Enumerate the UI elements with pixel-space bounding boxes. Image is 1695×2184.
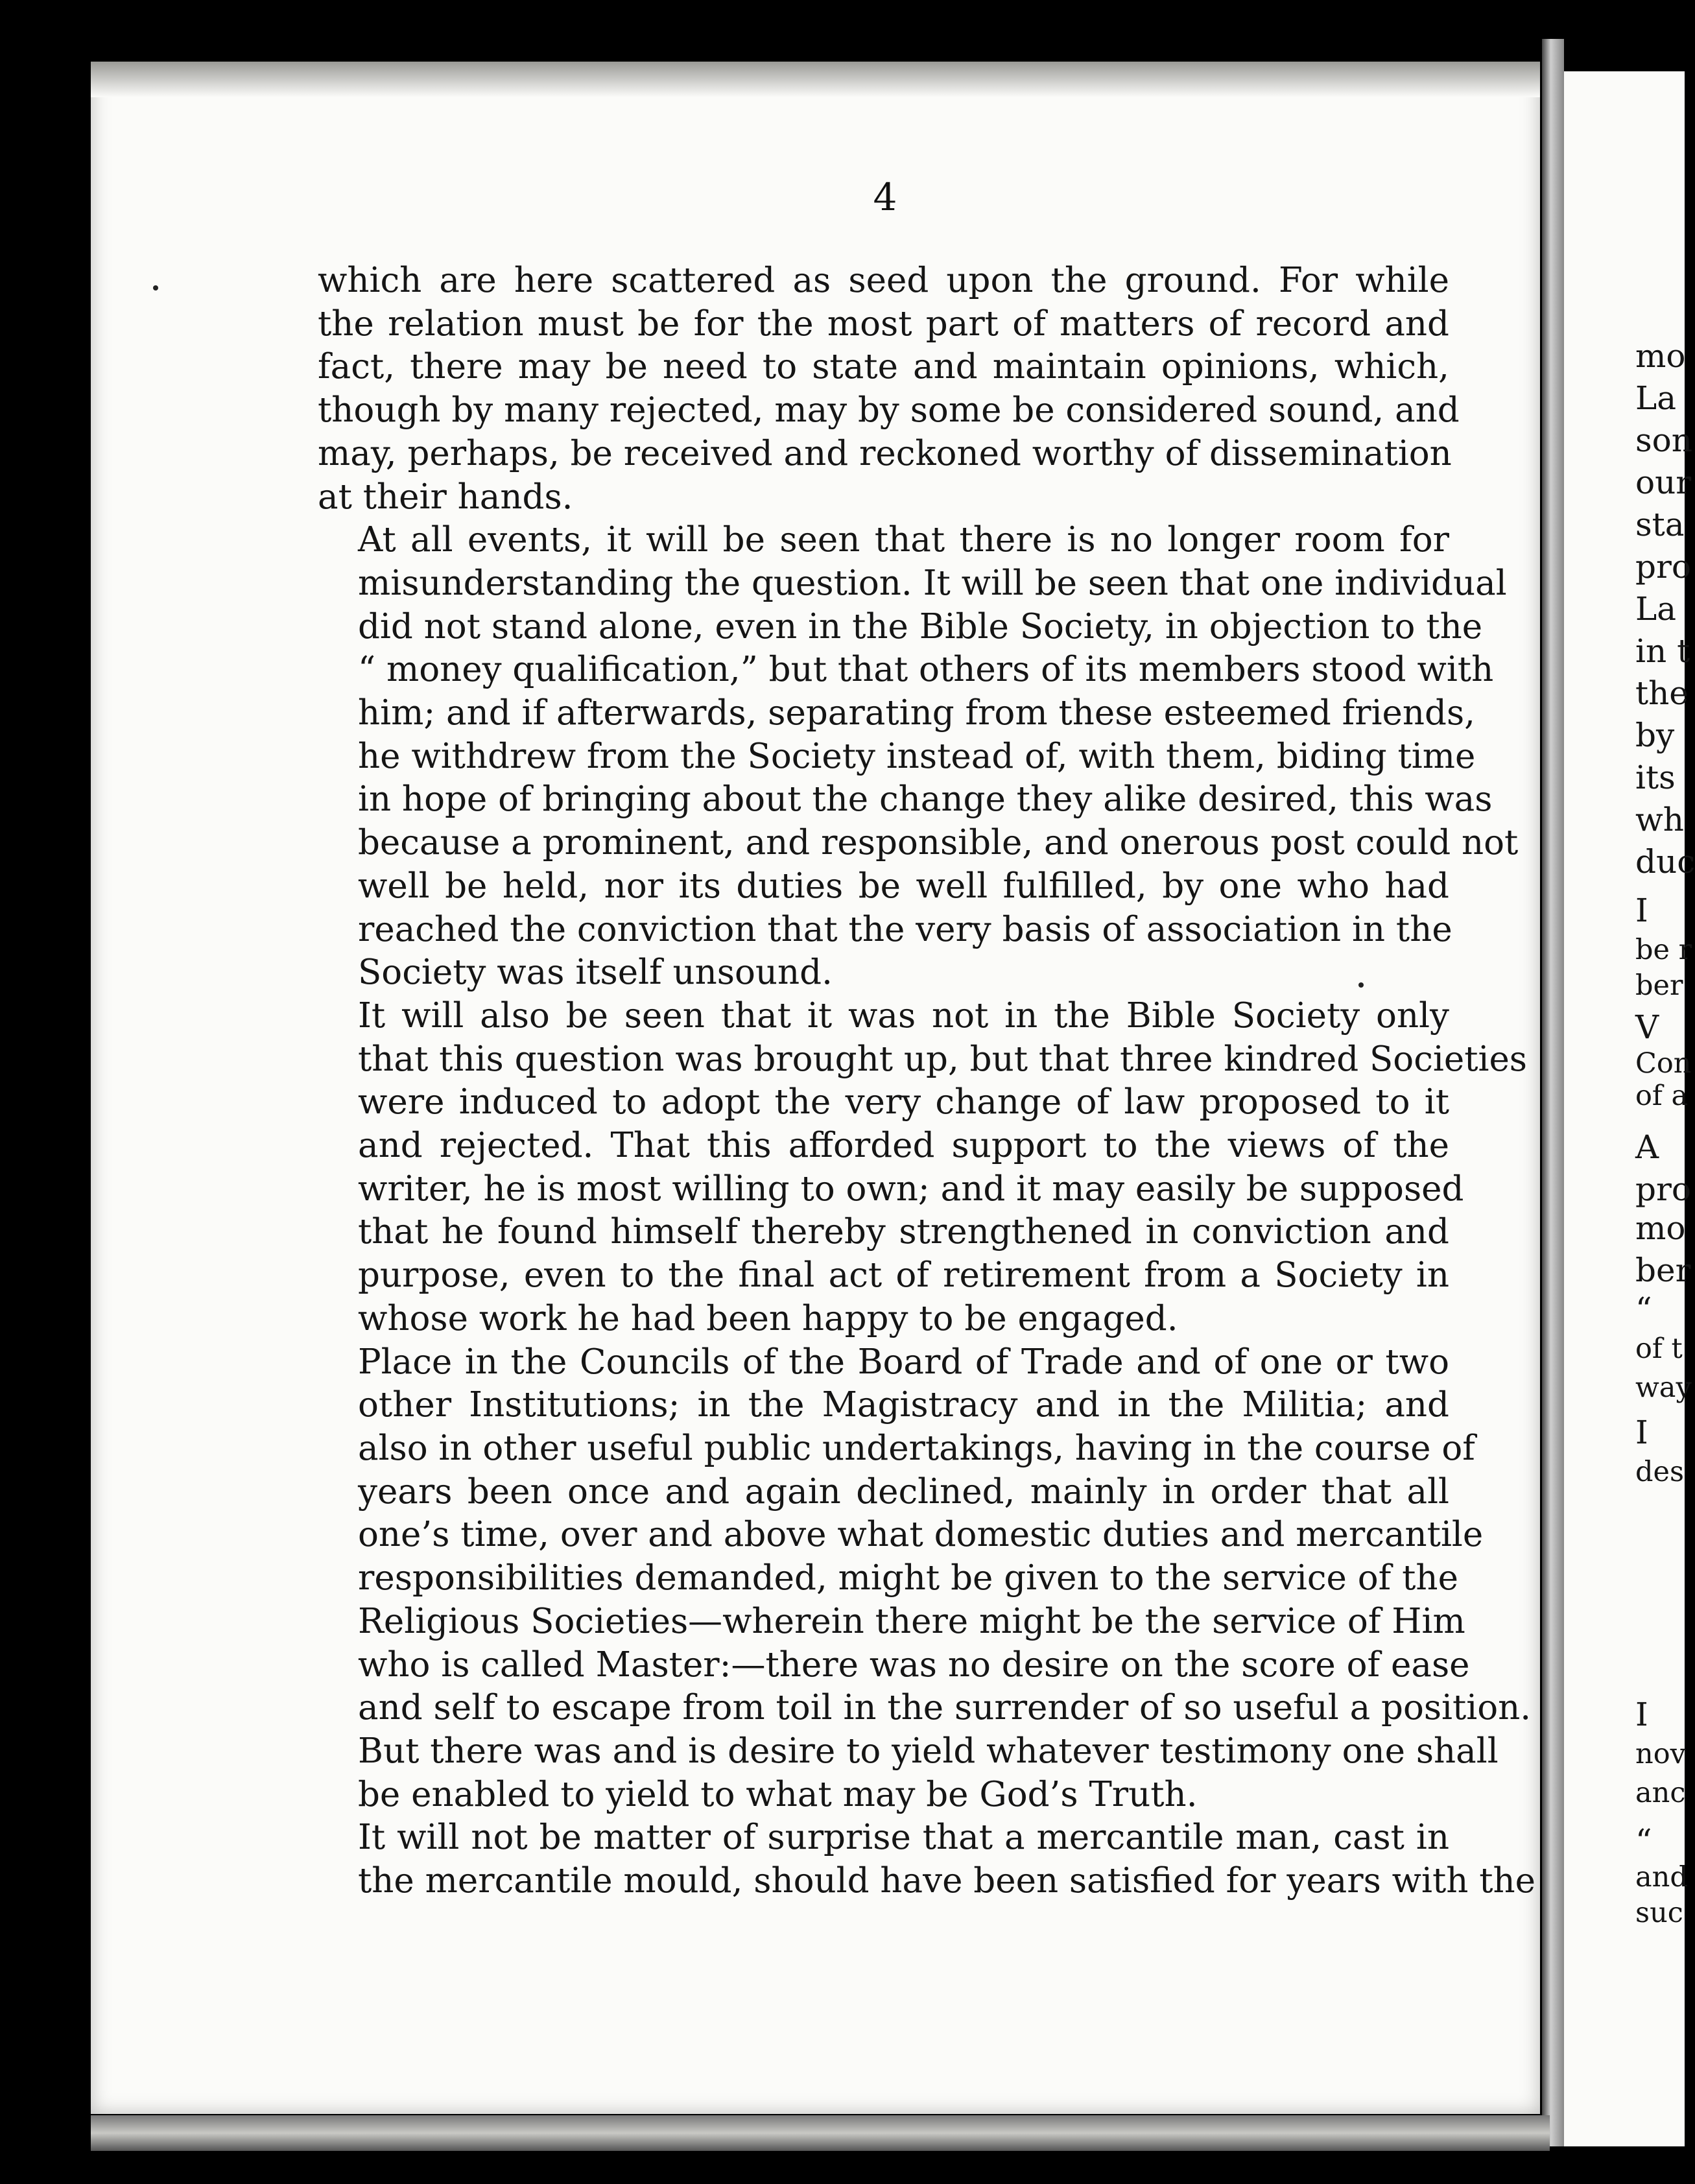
text-line: whose work he had been happy to be engaged. (358, 1298, 1178, 1338)
text-line: Religious Societies—wherein there might be the service of Him (358, 1601, 1465, 1641)
text-line: the relation must be for the most part of matters of record and (318, 303, 1449, 344)
text-line: he withdrew from the Society instead of, with them, biding time (358, 736, 1476, 776)
facing-page-fragment: by (1635, 717, 1675, 754)
facing-page-fragment: La (1635, 590, 1677, 628)
facing-page-fragment: sta (1635, 506, 1685, 543)
facing-page-fragment: I (1635, 1696, 1648, 1733)
text-line: were induced to adopt the very change of law proposed to it (358, 1082, 1449, 1122)
text-line: At all events, it will be seen that there is no longer room for (358, 520, 1449, 560)
paragraph (318, 259, 1460, 519)
page-top-shadow (91, 62, 1540, 97)
print-speck (153, 285, 158, 291)
text-line: Society was itself unsound. (358, 953, 833, 993)
facing-page-fragment: the (1635, 674, 1689, 712)
text-line: and self to escape from toil in the surrender of so useful a position. (358, 1688, 1532, 1728)
facing-page-fragment: our (1635, 464, 1692, 501)
facing-page-fragment: way (1635, 1371, 1692, 1404)
text-line: and rejected. That this afforded support to the views of the (358, 1126, 1449, 1166)
paragraph (318, 1341, 1532, 1817)
text-line: did not stand alone, even in the Bible Society, in objection to the (358, 606, 1483, 647)
facing-page-fragment: of t (1635, 1333, 1683, 1365)
facing-page-fragment: nov (1635, 1738, 1686, 1770)
facing-page-fragment: and (1635, 1861, 1688, 1893)
facing-page-fragment: I (1635, 892, 1648, 929)
text-line: years been once and again declined, mainly in order that all (358, 1471, 1449, 1512)
body-text (318, 259, 1536, 1903)
text-line: other Institutions; in the Magistracy and in the Militia; and (358, 1385, 1449, 1425)
facing-page-fragment: mo (1635, 337, 1686, 375)
facing-page-fragment: A (1635, 1128, 1659, 1166)
text-line: well be held, nor its duties be well fulfilled, by one who had (358, 866, 1449, 906)
text-line: the mercantile mould, should have been satisfied for years with the (358, 1861, 1536, 1901)
text-line: at their hands. (318, 477, 573, 517)
text-line: one’s time, over and above what domestic duties and mercantile (358, 1515, 1484, 1555)
facing-page-fragment: ber (1635, 969, 1683, 1002)
facing-page-fragment: duc (1635, 843, 1695, 881)
paragraph (318, 995, 1528, 1341)
facing-page-fragment: anc (1635, 1777, 1686, 1809)
facing-page-fragment: be r (1635, 934, 1692, 966)
text-line: be enabled to yield to what may be God’s Truth. (358, 1774, 1198, 1814)
text-line: also in other useful public undertakings, having in the course of (358, 1428, 1475, 1468)
facing-page-fragment: La (1635, 379, 1677, 417)
page-bottom-edge (91, 2115, 1550, 2151)
text-line: But there was and is desire to yield whatever testimony one shall (358, 1731, 1499, 1771)
page-number: 4 (873, 175, 897, 219)
text-line: him; and if afterwards, separating from these esteemed friends, (358, 693, 1476, 733)
text-line: which are here scattered as seed upon the ground. For while (318, 261, 1449, 300)
facing-page-fragment: “ (1635, 1290, 1652, 1328)
text-line: writer, he is most willing to own; and it may easily be supposed (358, 1169, 1464, 1209)
text-line: in hope of bringing about the change they alike desired, this was (358, 779, 1493, 820)
text-line: fact, there may be need to state and maintain opinions, which, (318, 347, 1449, 387)
text-line: that this question was brought up, but that three kindred Societies (358, 1039, 1528, 1079)
text-line: responsibilities demanded, might be given to the service of the (358, 1558, 1458, 1598)
text-line: purpose, even to the final act of retirement from a Society in (358, 1255, 1449, 1296)
facing-page-fragment: Con (1635, 1047, 1692, 1080)
facing-page-fragment: in t (1635, 632, 1690, 670)
facing-page-fragment: son (1635, 421, 1692, 459)
facing-page-fragment: I (1635, 1414, 1648, 1451)
text-line: though by many rejected, may by some be considered sound, and (318, 390, 1460, 431)
facing-page-fragment: ber (1635, 1252, 1691, 1289)
facing-page-fragment: wh (1635, 801, 1684, 838)
facing-page-fragment: “ (1635, 1822, 1652, 1860)
text-line: because a prominent, and responsible, and onerous post could not (358, 823, 1519, 863)
text-line: “ money qualification,” but that others of its members stood with (358, 650, 1494, 690)
text-line: It will not be matter of surprise that a mercantile man, cast in (358, 1818, 1449, 1858)
facing-page-fragment: V (1635, 1008, 1659, 1046)
facing-page-fragment: pro (1635, 1170, 1692, 1208)
facing-page-fragment: mo (1635, 1209, 1686, 1247)
text-line: may, perhaps, be received and reckoned worthy of dissemination (318, 433, 1452, 473)
facing-page-fragment: of a (1635, 1080, 1689, 1112)
facing-page-fragment: pro (1635, 548, 1692, 586)
book-spine (1542, 39, 1564, 2146)
paragraph (318, 1816, 1536, 1903)
print-speck (1358, 982, 1364, 988)
facing-page-fragment: its (1635, 759, 1676, 796)
text-line: It will also be seen that it was not in the Bible Society only (358, 995, 1449, 1036)
text-line: who is called Master:—there was no desire on the score of ease (358, 1644, 1470, 1685)
text-line: that he found himself thereby strengthened in conviction and (358, 1212, 1449, 1252)
text-line: misunderstanding the question. It will be seen that one individual (358, 563, 1507, 603)
paragraph (318, 519, 1519, 995)
facing-page-fragment: des (1635, 1456, 1685, 1488)
text-line: reached the conviction that the very basis of association in the (358, 909, 1452, 949)
facing-page-fragment: suc (1635, 1897, 1683, 1929)
text-line: Place in the Councils of the Board of Trade and of one or two (358, 1342, 1449, 1382)
